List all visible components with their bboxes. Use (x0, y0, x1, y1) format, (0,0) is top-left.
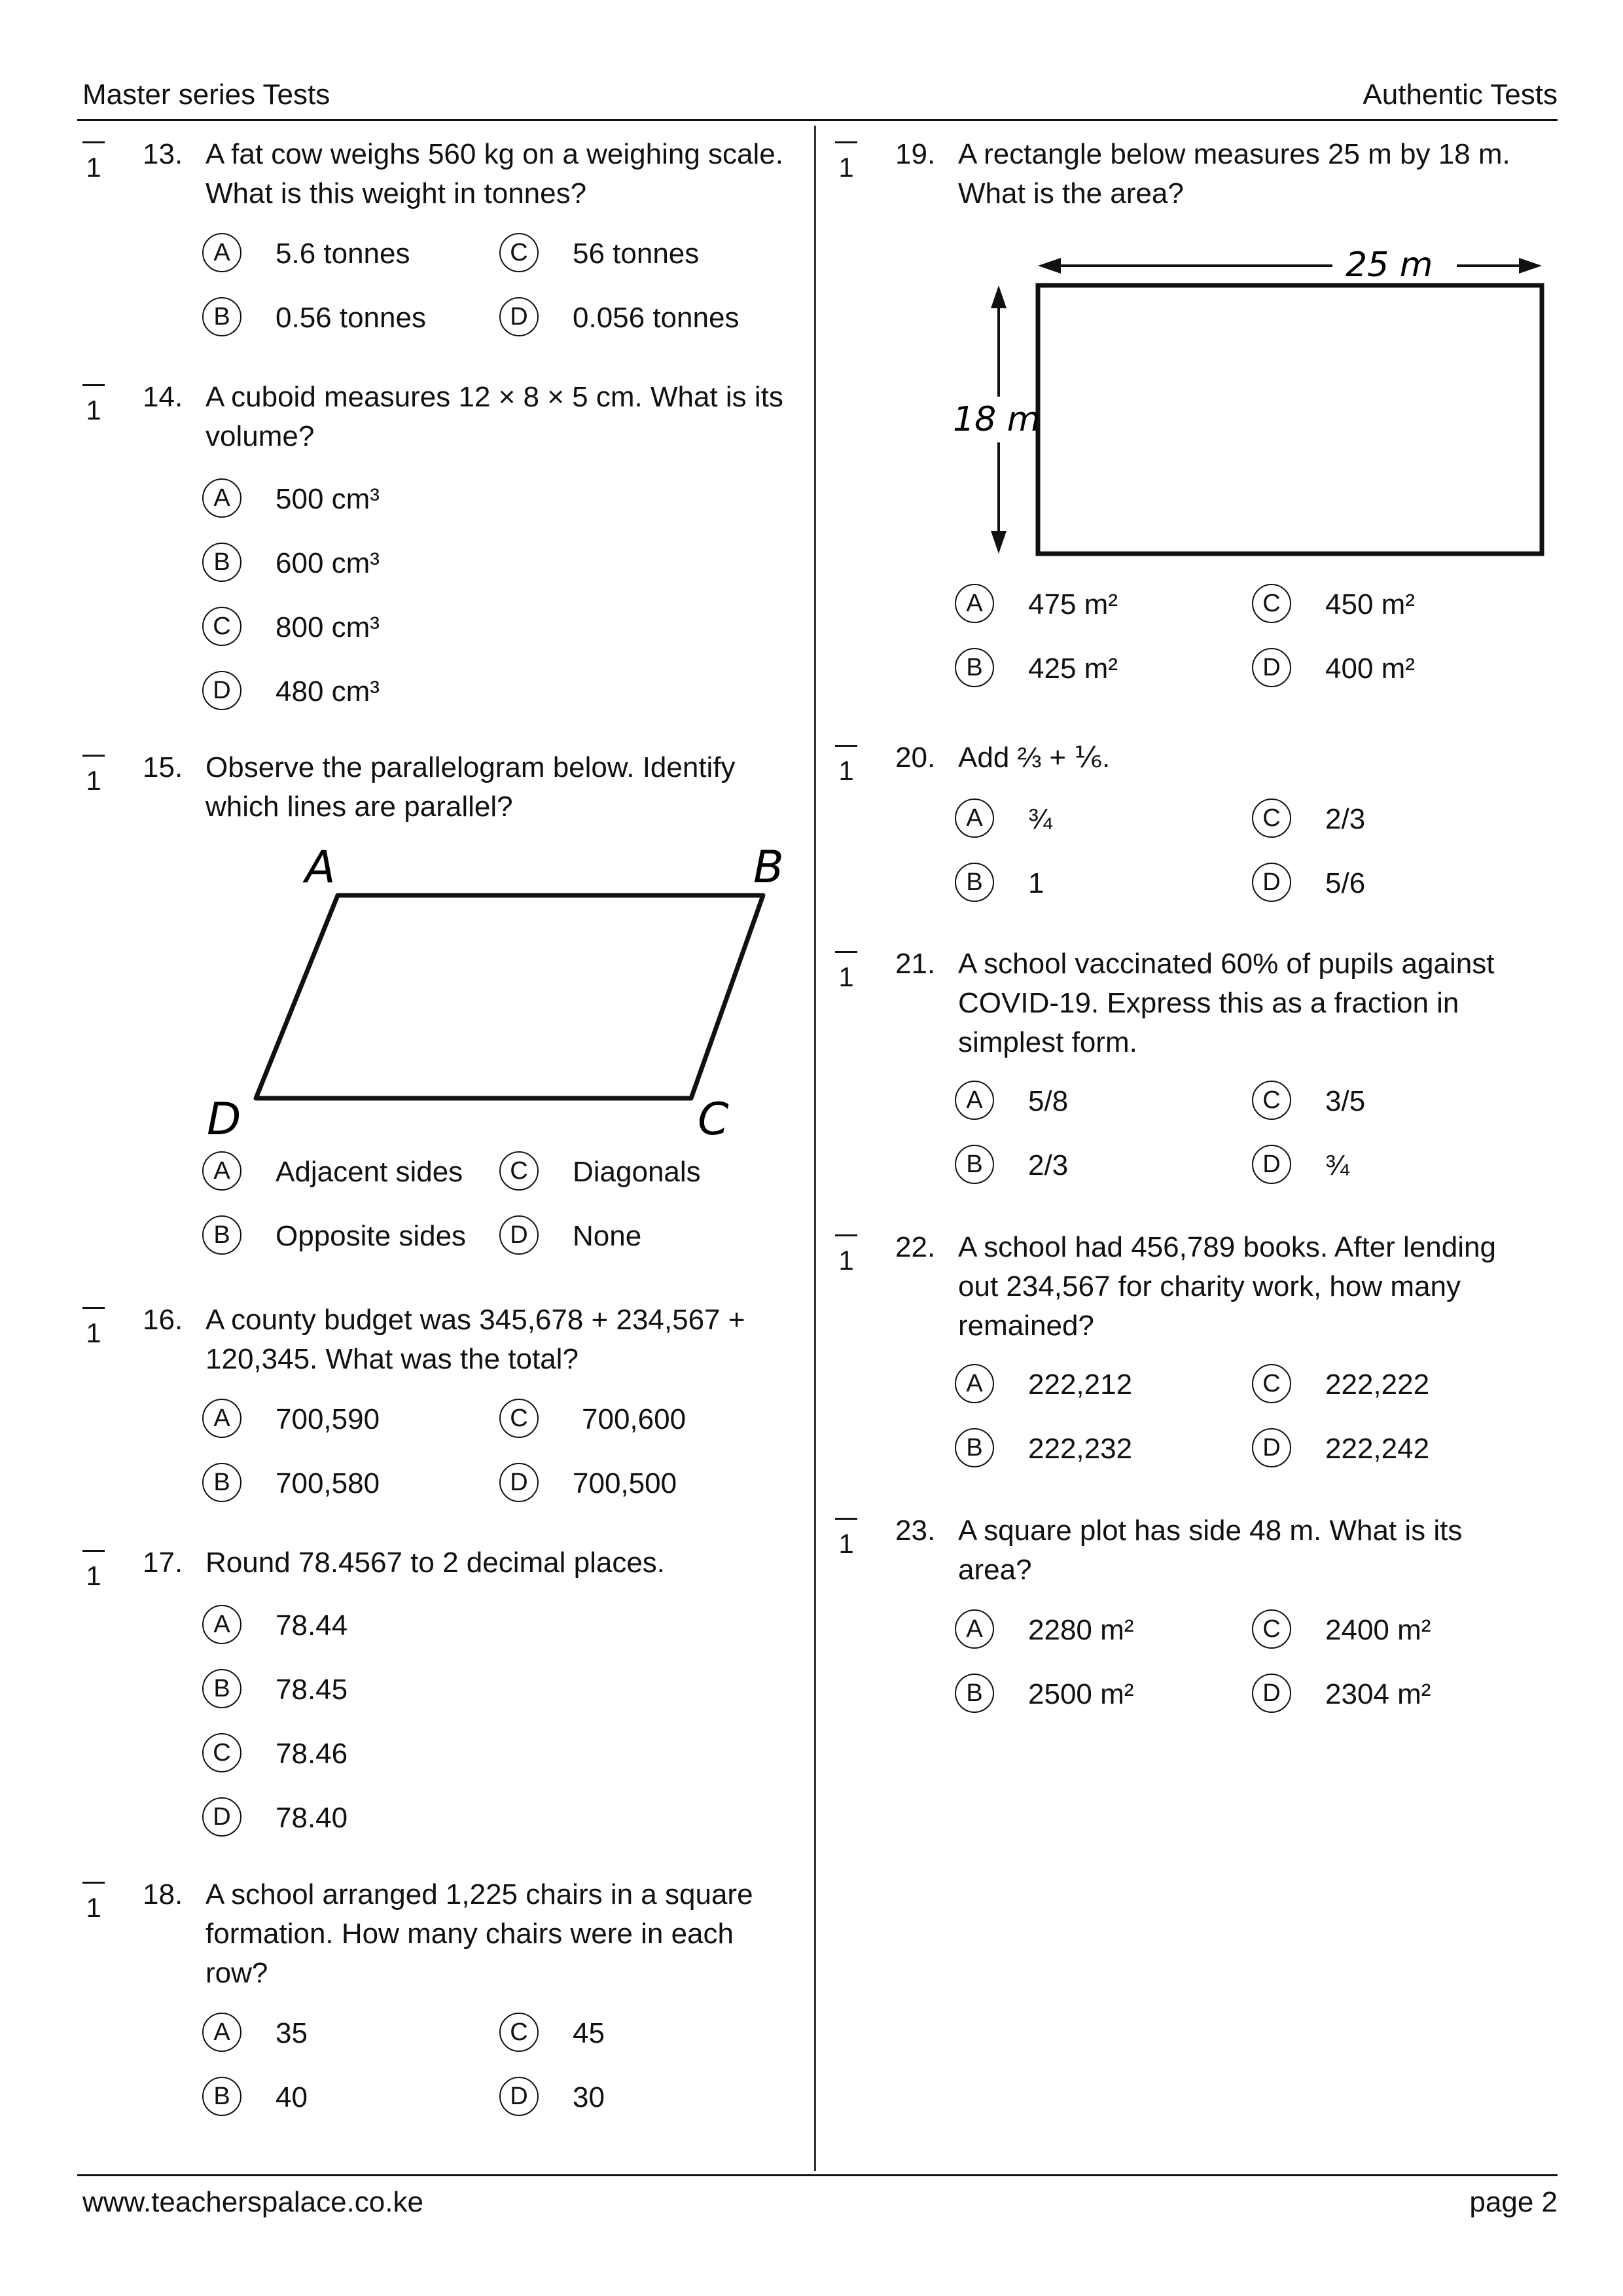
width-label: 25 m (1346, 245, 1433, 285)
header-left: Master series Tests (82, 79, 330, 111)
question-text: Add ⅔ + ⅙. (958, 742, 1111, 774)
question-number: 15. (143, 751, 183, 783)
mark-box: 1 (835, 948, 857, 997)
height-label: 18 m (953, 400, 1041, 439)
question-16: 1 16. A county budget was 345,678 + 234,567 + 120,345. What was the total? A 700,590 C 700,600 B 700,580 D 700,500 (82, 1300, 802, 1523)
question-13: 1 13. A fat cow weighs 560 kg on a weighing scale. What is this weight in tonnes? A 5.6 tonnes C 56 tonnes B 0.56 tonnes D 0.056 tonnes (82, 135, 802, 357)
question-text: A rectangle below measures 25 m by 18 m. What is the area? (958, 138, 1510, 209)
question-number: 22. (895, 1231, 936, 1263)
question-19: 1 19. A rectangle below measures 25 m by 18 m. What is the area? 25 m 18 m A 475 m² C 450 m² B 425 m² D 400 m² (835, 135, 1568, 711)
question-number: 23. (895, 1515, 936, 1547)
question-text: A school had 456,789 books. After lending out 234,567 for charity work, how many remained? (958, 1231, 1496, 1342)
question-number: 13. (143, 138, 183, 170)
mark-box: 1 (82, 1547, 105, 1596)
question-text: Observe the parallelogram below. Identify which lines are parallel? (205, 751, 736, 823)
footer-rule (77, 2174, 1558, 2176)
question-text: A square plot has side 48 m. What is its area? (958, 1515, 1463, 1586)
vertex-label-c: C (698, 1094, 729, 1145)
question-number: 16. (143, 1304, 183, 1336)
question-text: Round 78.4567 to 2 decimal places. (205, 1547, 666, 1579)
mark-box: 1 (835, 139, 857, 187)
question-text: A school vaccinated 60% of pupils against COVID-19. Express this as a fraction in simplest form. (958, 948, 1495, 1058)
question-number: 20. (895, 742, 936, 774)
header-rule (77, 119, 1558, 121)
question-text: A school arranged 1,225 chairs in a square formation. How many chairs were in each row? (205, 1878, 753, 1989)
question-text: A cuboid measures 12 × 8 × 5 cm. What is its volume? (205, 381, 783, 452)
rectangle-figure (953, 226, 1568, 567)
mark-box: 1 (835, 1232, 857, 1280)
question-number: 19. (895, 138, 936, 170)
question-number: 21. (895, 948, 936, 980)
question-14: 1 14. A cuboid measures 12 × 8 × 5 cm. What is its volume? A 500 cm³ B 600 cm³ C 800 cm³ D 480 cm³ (82, 378, 802, 718)
question-text: A fat cow weighs 560 kg on a weighing scale. What is this weight in tonnes? (205, 138, 783, 209)
mark-box: 1 (82, 752, 105, 800)
question-number: 18. (143, 1878, 183, 1910)
question-18: 1 18. A school arranged 1,225 chairs in a square formation. How many chairs were in each row? A 35 C 45 B 40 D 30 (82, 1875, 802, 2137)
question-23: 1 23. A square plot has side 48 m. What is its area? A 2280 m² C 2400 m² B 2500 m² D 2304 m² (835, 1511, 1555, 1734)
vertex-label-d: D (207, 1094, 241, 1145)
question-17: 1 17. Round 78.4567 to 2 decimal places. A 78.44 B 78.45 C 78.46 D 78.40 (82, 1543, 802, 1844)
question-number: 14. (143, 381, 183, 413)
question-text: A county budget was 345,678 + 234,567 + 120,345. What was the total? (205, 1304, 745, 1375)
footer-website: www.teacherspalace.co.ke (82, 2186, 423, 2218)
mark-box: 1 (82, 139, 105, 187)
mark-box: 1 (835, 742, 857, 791)
mark-box: 1 (82, 1304, 105, 1353)
page-number: page 2 (1469, 2186, 1558, 2218)
question-22: 1 22. A school had 456,789 books. After lending out 234,567 for charity work, how many remained? A 222,212 C 222,222 B 222,232 D 222,242 (835, 1228, 1555, 1490)
mark-box: 1 (835, 1515, 857, 1564)
mark-box: 1 (82, 1879, 105, 1928)
question-21: 1 21. A school vaccinated 60% of pupils against COVID-19. Express this as a fraction in simplest form. A 5/8 C 3/5 B 2/3 D ¾ (835, 944, 1555, 1206)
mark-box: 1 (82, 382, 105, 430)
question-20: 1 20. Add ⅔ + ⅙. A ¾ C 2/3 B 1 D 5/6 (835, 738, 1555, 922)
header-right: Authentic Tests (1363, 79, 1558, 111)
question-number: 17. (143, 1547, 183, 1579)
vertex-label-a: A (305, 846, 336, 893)
question-15: 1 15. Observe the parallelogram below. Identify which lines are parallel? A B C D A Adjacent sides C Diagonals B Opposite sides D None (82, 748, 802, 1272)
vertex-label-b: B (753, 846, 784, 893)
